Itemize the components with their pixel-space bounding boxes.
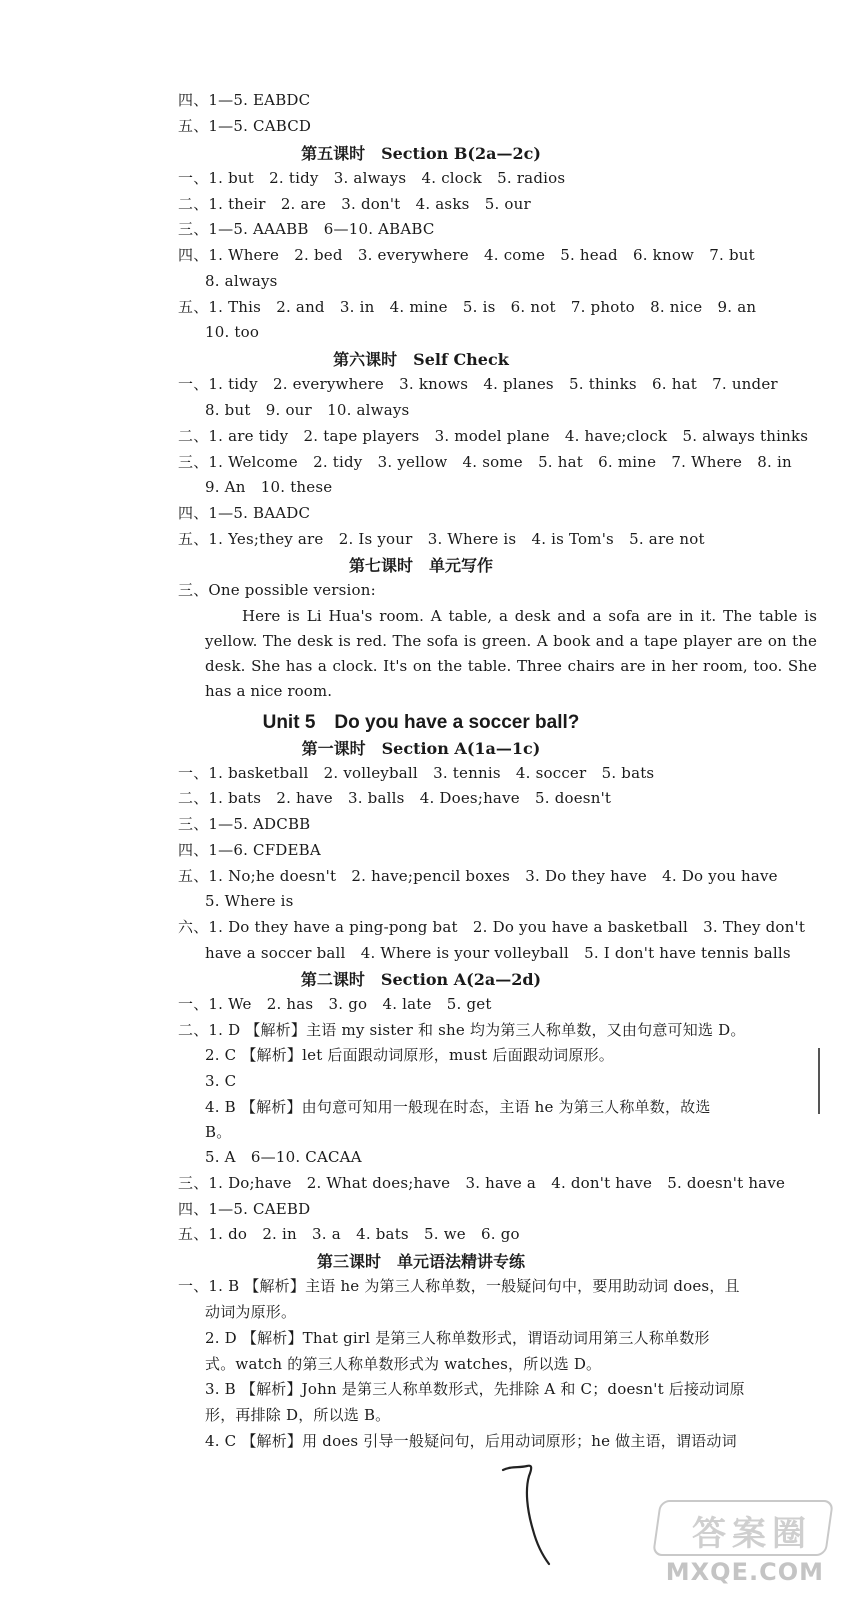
- answer-line: 四、1—6. CFDEBA: [178, 841, 321, 859]
- lesson-heading: 第五课时 Section B(2a—2c): [301, 144, 541, 163]
- answer-line: 4. C 【解析】用 does 引导一般疑问句，后用动词原形；he 做主语，谓语动词: [205, 1432, 737, 1450]
- answer-line: 动词为原形。: [205, 1303, 297, 1321]
- answer-line: 3. C: [205, 1072, 237, 1090]
- answer-line: 式。watch 的第三人称单数形式为 watches，所以选 D。: [205, 1355, 602, 1373]
- lesson-heading: 第三课时 单元语法精讲专练: [316, 1252, 525, 1271]
- answer-line: 五、1. No;he doesn't 2. have;pencil boxes 3. Do they have 4. Do you have: [178, 867, 778, 885]
- handwritten-page-number: [497, 1460, 557, 1570]
- answer-line: B。: [205, 1123, 232, 1141]
- answer-line: 一、1. We 2. has 3. go 4. late 5. get: [178, 995, 492, 1013]
- answer-line: 五、1. do 2. in 3. a 4. bats 5. we 6. go: [178, 1225, 520, 1243]
- answer-line: 4. B 【解析】由句意可知用一般现在时态，主语 he 为第三人称单数，故选: [205, 1098, 711, 1116]
- answer-line: 形，再排除 D，所以选 B。: [205, 1406, 391, 1424]
- answer-line: 二、1. bats 2. have 3. balls 4. Does;have 5. doesn't: [178, 789, 612, 807]
- answer-line: 一、1. basketball 2. volleyball 3. tennis 4. soccer 5. bats: [178, 764, 655, 782]
- unit-title: Unit 5 Do you have a soccer ball?: [262, 712, 580, 733]
- answer-line: 二、1. D 【解析】主语 my sister 和 she 均为第三人称单数，又由句意可知选 D。: [178, 1021, 746, 1039]
- lesson-heading: 第一课时 Section A(1a—1c): [301, 739, 541, 758]
- answer-line: 四、1—5. EABDC: [178, 91, 311, 109]
- answer-line: have a soccer ball 4. Where is your volleyball 5. I don't have tennis balls: [205, 944, 791, 962]
- scan-edge-mark: [818, 1048, 820, 1114]
- lesson-heading: 第六课时 Self Check: [333, 350, 509, 369]
- answer-line: 5. Where is: [205, 892, 294, 910]
- answer-line: 三、1. Welcome 2. tidy 3. yellow 4. some 5. hat 6. mine 7. Where 8. in: [178, 453, 792, 471]
- watermark-brand: 答案圈: [692, 1514, 812, 1554]
- answer-line: 六、1. Do they have a ping-pong bat 2. Do you have a basketball 3. They don't: [178, 918, 806, 936]
- answer-line: 5. A 6—10. CACAA: [205, 1148, 362, 1166]
- answer-line: 四、1. Where 2. bed 3. everywhere 4. come 5. head 6. know 7. but: [178, 246, 755, 264]
- answer-line: 二、1. their 2. are 3. don't 4. asks 5. our: [178, 195, 531, 213]
- answer-line: 8. but 9. our 10. always: [205, 401, 410, 419]
- answer-line: 三、1—5. ADCBB: [178, 815, 311, 833]
- lesson-heading: 第二课时 Section A(2a—2d): [300, 970, 542, 989]
- answer-line: 三、One possible version:: [178, 581, 376, 599]
- answer-line: 8. always: [205, 272, 278, 290]
- sample-paragraph: Here is Li Hua's room. A table, a desk and a sofa are in it. The table is yellow. The desk is red. The sofa is green. A book and a tape player are on the desk. She has a clock. It's on the table. Three chairs are in her room, too. She has a nice room.: [205, 607, 817, 700]
- answer-line: 10. too: [205, 323, 260, 341]
- watermark-url: MXQE.COM: [665, 1558, 824, 1586]
- answer-line: 五、1—5. CABCD: [178, 117, 312, 135]
- answer-line: 2. C 【解析】let 后面跟动词原形，must 后面跟动词原形。: [205, 1046, 614, 1064]
- answer-line: 一、1. B 【解析】主语 he 为第三人称单数，一般疑问句中，要用助动词 does，且: [178, 1277, 740, 1295]
- answer-line: 三、1. Do;have 2. What does;have 3. have a 4. don't have 5. doesn't have: [178, 1174, 786, 1192]
- lesson-heading: 第七课时 单元写作: [348, 556, 493, 575]
- answer-line: 3. B 【解析】John 是第三人称单数形式，先排除 A 和 C；doesn't 后接动词原: [205, 1380, 745, 1398]
- answer-line: 三、1—5. AAABB 6—10. ABABC: [178, 220, 435, 238]
- answer-line: 2. D 【解析】That girl 是第三人称单数形式，谓语动词用第三人称单数形: [205, 1329, 710, 1347]
- answer-line: 二、1. are tidy 2. tape players 3. model plane 4. have;clock 5. always thinks: [178, 427, 809, 445]
- answer-line: 四、1—5. BAADC: [178, 504, 311, 522]
- answer-line: 五、1. This 2. and 3. in 4. mine 5. is 6. not 7. photo 8. nice 9. an: [178, 298, 757, 316]
- answer-line: 一、1. tidy 2. everywhere 3. knows 4. planes 5. thinks 6. hat 7. under: [178, 375, 778, 393]
- answer-line: 9. An 10. these: [205, 478, 333, 496]
- answer-line: 一、1. but 2. tidy 3. always 4. clock 5. radios: [178, 169, 566, 187]
- watermark-logo: [650, 1500, 830, 1595]
- answer-line: 四、1—5. CAEBD: [178, 1200, 311, 1218]
- answer-line: 五、1. Yes;they are 2. Is your 3. Where is 4. is Tom's 5. are not: [178, 530, 705, 548]
